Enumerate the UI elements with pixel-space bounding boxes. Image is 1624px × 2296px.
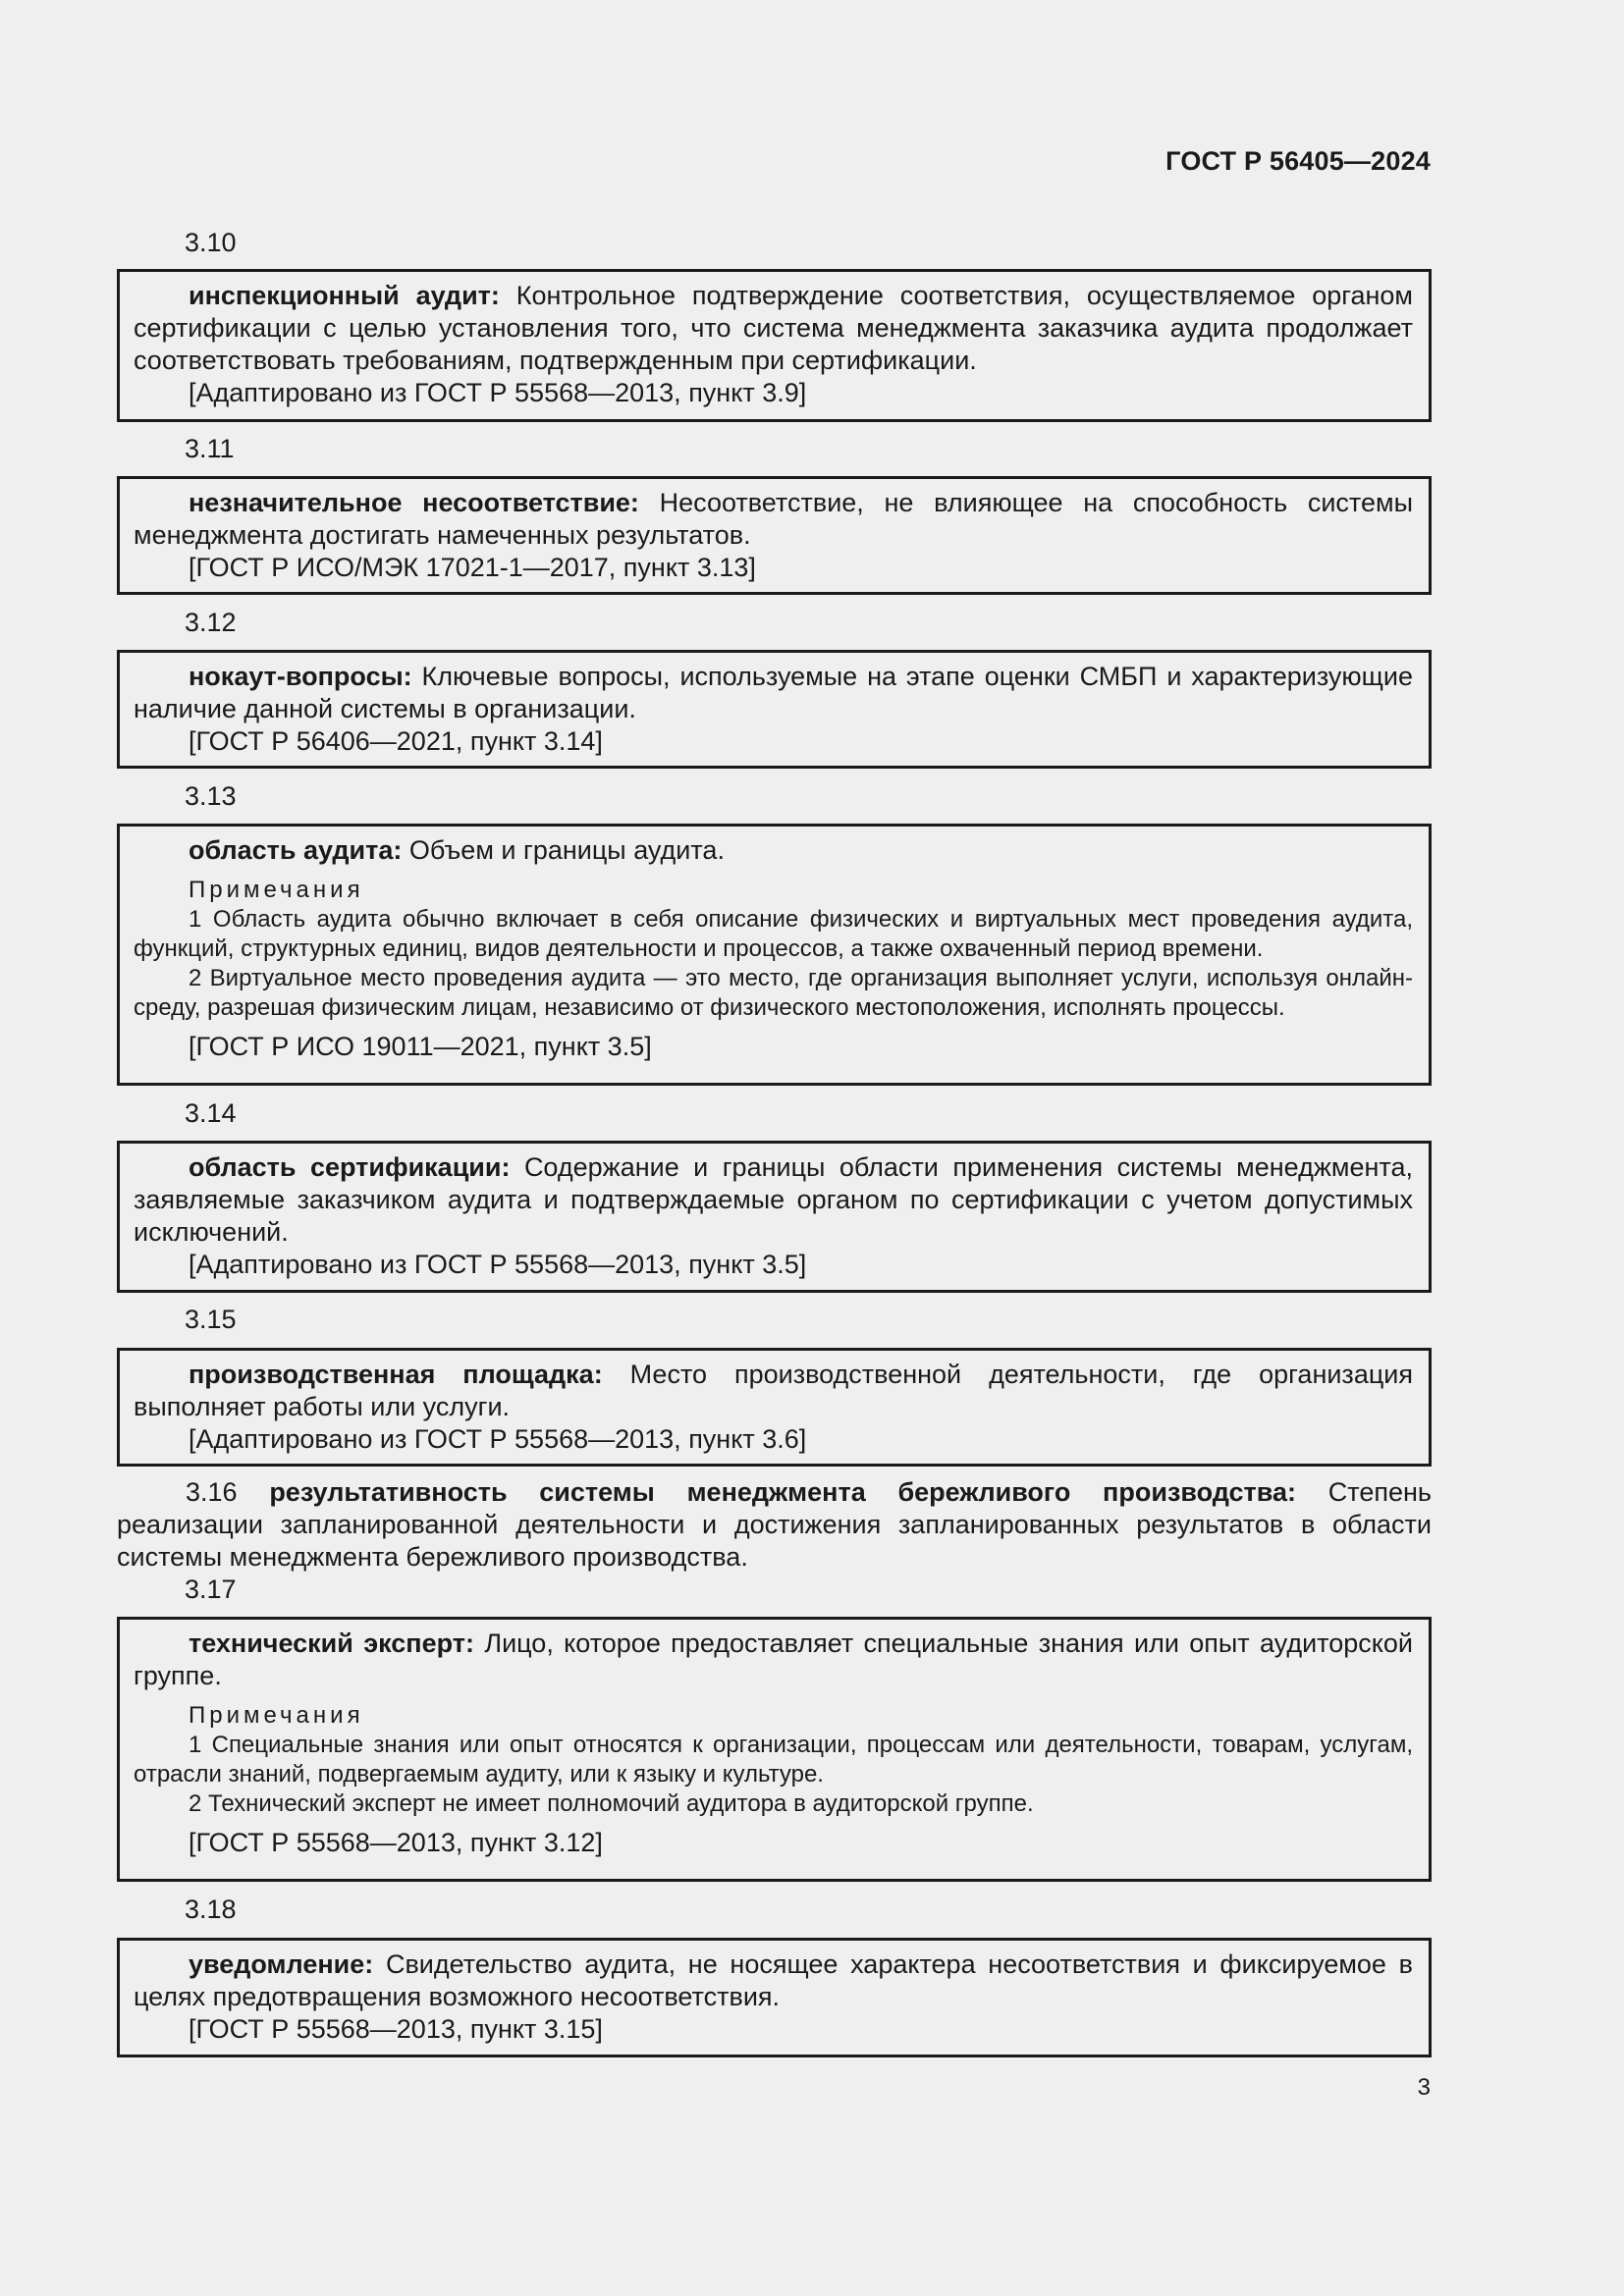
term-number: 3.11: [185, 434, 235, 463]
note-item: 1 Специальные знания или опыт относятся к организации, процессам или деятельности, товарам, услугам, отрасли знаний, подвергаемым аудиту, или к языку и культуре.: [134, 1732, 1413, 1788]
note-item: 1 Область аудита обычно включает в себя описание физических и виртуальных мест проведения аудита, функций, структурных единиц, видов деятельности и процессов, а также охваченный период времени.: [134, 906, 1413, 962]
notes-title: Примечания: [189, 1702, 364, 1729]
term-box: [117, 269, 1432, 422]
term-number: 3.18: [185, 1895, 237, 1924]
term-name: инспекционный аудит:: [189, 281, 500, 310]
term-box: [117, 824, 1432, 1086]
term-source: [Адаптировано из ГОСТ Р 55568—2013, пункт 3.5]: [189, 1250, 807, 1279]
term-source: [ГОСТ Р ИСО/МЭК 17021-1—2017, пункт 3.13]: [189, 553, 756, 582]
term-number: 3.14: [185, 1098, 237, 1128]
term-box: [117, 650, 1432, 769]
term-box: [117, 1617, 1432, 1882]
notes-title: Примечания: [189, 877, 364, 903]
page-number: 3: [1417, 2074, 1431, 2101]
term-name: производственная площадка:: [189, 1360, 603, 1389]
term-number: 3.13: [185, 781, 237, 811]
term-source: [ГОСТ Р 56406—2021, пункт 3.14]: [189, 726, 603, 756]
term-name: уведомление:: [189, 1949, 374, 1979]
term-definition: область сертификации: Содержание и границы области применения системы менеджмента, заявляемые заказчиком аудита и подтверждаемые органом по сертификации с учетом допустимых исключений.: [134, 1152, 1413, 1247]
term-definition: область аудита: Объем и границы аудита.: [189, 835, 725, 865]
term-definition: технический эксперт: Лицо, которое предоставляет специальные знания или опыт аудиторской группе.: [134, 1629, 1413, 1690]
term-definition: нокаут-вопросы: Ключевые вопросы, используемые на этапе оценки СМБП и характеризующие наличие данной системы в организации.: [134, 662, 1413, 723]
term-number: 3.16: [186, 1477, 238, 1507]
term-name: технический эксперт:: [189, 1629, 474, 1658]
note-item: 2 Технический эксперт не имеет полномочий аудитора в аудиторской группе.: [189, 1790, 1034, 1817]
term-definition: 3.16 результативность системы менеджмента бережливого производства: Степень реализации запланированной деятельности и достижения запланированных результатов в области системы менеджмента бережливого производства.: [117, 1477, 1432, 1572]
term-box: [117, 476, 1432, 595]
term-source: [ГОСТ Р 55568—2013, пункт 3.15]: [189, 2014, 603, 2044]
term-definition: производственная площадка: Место производственной деятельности, где организация выполняет работы или услуги.: [134, 1360, 1413, 1421]
document-header: ГОСТ Р 56405—2024: [1165, 146, 1431, 176]
term-name: область аудита:: [189, 835, 403, 865]
note-item: 2 Виртуальное место проведения аудита — это место, где организация выполняет услуги, используя онлайн-среду, разрешая физическим лицам, независимо от физического местоположения, исполнять процессы.: [134, 965, 1413, 1021]
term-source: [Адаптировано из ГОСТ Р 55568—2013, пункт 3.9]: [189, 378, 807, 407]
term-name: нокаут-вопросы:: [189, 662, 412, 691]
term-number: 3.17: [185, 1575, 237, 1604]
term-name: область сертификации:: [189, 1152, 511, 1182]
term-number: 3.10: [185, 228, 237, 257]
term-box: [117, 1938, 1432, 2057]
term-source: [Адаптировано из ГОСТ Р 55568—2013, пункт 3.6]: [189, 1424, 807, 1454]
term-number: 3.12: [185, 608, 237, 637]
term-box: [117, 1348, 1432, 1467]
term-number: 3.15: [185, 1305, 237, 1334]
term-name: незначительное несоответствие:: [189, 488, 639, 517]
term-name: результативность системы менеджмента бережливого производства:: [269, 1477, 1297, 1507]
term-definition: уведомление: Свидетельство аудита, не носящее характера несоответствия и фиксируемое в целях предотвращения возможного несоответствия.: [134, 1949, 1413, 2011]
term-definition: незначительное несоответствие: Несоответствие, не влияющее на способность системы менеджмента достигать намеченных результатов.: [134, 488, 1413, 550]
term-source: [ГОСТ Р 55568—2013, пункт 3.12]: [189, 1828, 603, 1857]
term-source: [ГОСТ Р ИСО 19011—2021, пункт 3.5]: [189, 1032, 652, 1061]
term-definition: инспекционный аудит: Контрольное подтверждение соответствия, осуществляемое органом сертификации с целью установления того, что система менеджмента заказчика аудита продолжает соответствовать требованиям, подтвержденным при сертификации.: [134, 281, 1413, 375]
term-box: [117, 1141, 1432, 1293]
